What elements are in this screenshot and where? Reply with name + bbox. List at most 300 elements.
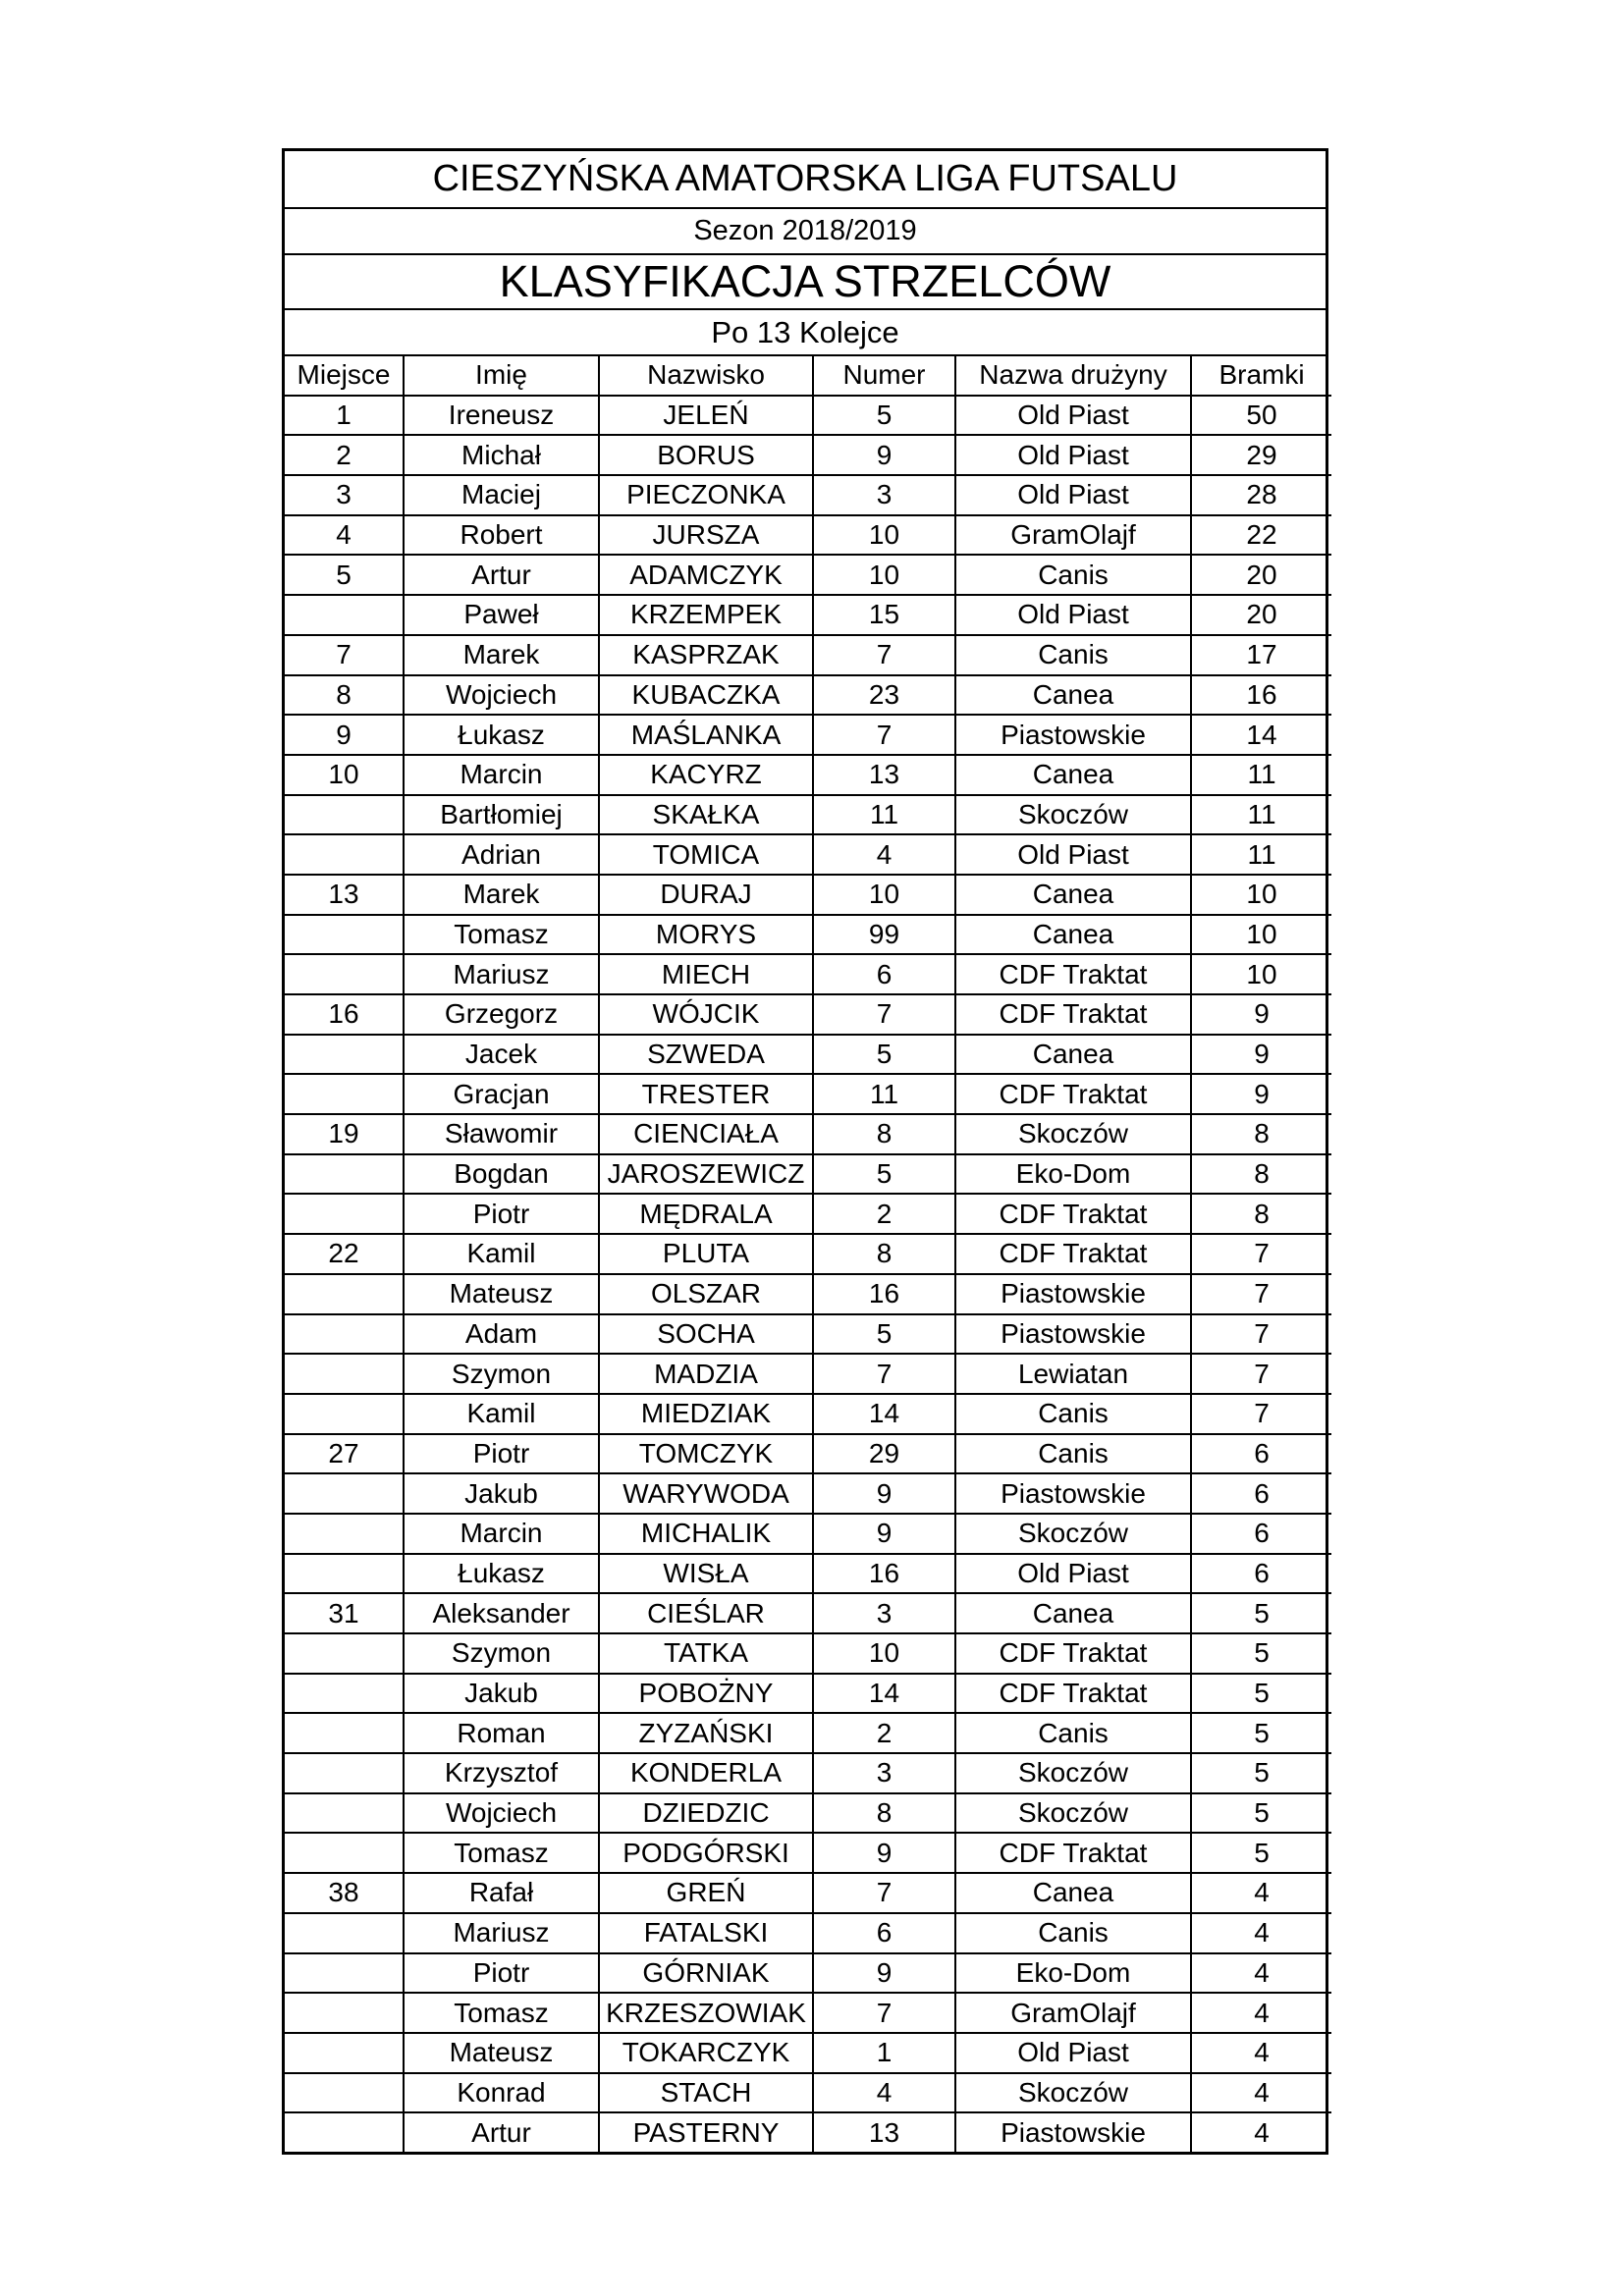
last-name-cell: PLUTA	[599, 1234, 813, 1274]
number-cell: 4	[813, 834, 955, 875]
place-cell	[285, 1074, 404, 1114]
number-cell: 7	[813, 635, 955, 675]
goals-cell: 5	[1191, 1753, 1331, 1793]
scorers-table	[285, 356, 1331, 2152]
place-cell	[285, 1394, 404, 1434]
first-name-cell: Jacek	[404, 1035, 599, 1075]
team-cell: Canis	[955, 1434, 1191, 1474]
first-name-cell: Tomasz	[404, 915, 599, 955]
team-cell: Canea	[955, 1035, 1191, 1075]
goals-cell: 11	[1191, 795, 1331, 835]
number-cell: 13	[813, 2112, 955, 2152]
last-name-cell: SOCHA	[599, 1314, 813, 1355]
team-cell: CDF Traktat	[955, 1633, 1191, 1674]
last-name-cell: TOMCZYK	[599, 1434, 813, 1474]
number-cell: 8	[813, 1793, 955, 1834]
team-cell: Eko-Dom	[955, 1154, 1191, 1195]
table-row	[285, 1793, 1331, 1834]
place-cell	[285, 1674, 404, 1714]
team-cell: Canis	[955, 1913, 1191, 1953]
place-cell: 38	[285, 1873, 404, 1913]
table-row	[285, 1753, 1331, 1793]
table-row	[285, 715, 1331, 755]
team-cell: Piastowskie	[955, 715, 1191, 755]
number-cell: 5	[813, 1314, 955, 1355]
number-cell: 14	[813, 1674, 955, 1714]
number-cell: 8	[813, 1234, 955, 1274]
last-name-cell: BORUS	[599, 435, 813, 475]
goals-cell: 29	[1191, 435, 1331, 475]
goals-cell: 10	[1191, 875, 1331, 915]
number-cell: 6	[813, 1913, 955, 1953]
number-cell: 14	[813, 1394, 955, 1434]
goals-cell: 28	[1191, 475, 1331, 515]
table-row	[285, 475, 1331, 515]
first-name-cell: Artur	[404, 555, 599, 595]
first-name-cell: Łukasz	[404, 1554, 599, 1594]
place-cell	[285, 1833, 404, 1873]
last-name-cell: TOKARCZYK	[599, 2033, 813, 2073]
goals-cell: 6	[1191, 1554, 1331, 1594]
number-cell: 10	[813, 515, 955, 556]
last-name-cell: MORYS	[599, 915, 813, 955]
last-name-cell: PASTERNY	[599, 2112, 813, 2152]
table-row	[285, 1314, 1331, 1355]
team-cell: Canea	[955, 915, 1191, 955]
goals-cell: 5	[1191, 1793, 1331, 1834]
last-name-cell: POBOŻNY	[599, 1674, 813, 1714]
table-row	[285, 396, 1331, 436]
place-cell	[285, 1554, 404, 1594]
last-name-cell: KONDERLA	[599, 1753, 813, 1793]
last-name-cell: KRZESZOWIAK	[599, 1993, 813, 2033]
team-cell: Eko-Dom	[955, 1953, 1191, 1994]
number-cell: 7	[813, 994, 955, 1035]
team-cell: GramOlajf	[955, 515, 1191, 556]
place-cell: 13	[285, 875, 404, 915]
first-name-cell: Piotr	[404, 1194, 599, 1234]
first-name-cell: Ireneusz	[404, 396, 599, 436]
table-row	[285, 1674, 1331, 1714]
last-name-cell: TOMICA	[599, 834, 813, 875]
number-cell: 5	[813, 1035, 955, 1075]
first-name-cell: Adrian	[404, 834, 599, 875]
place-cell	[285, 795, 404, 835]
number-cell: 9	[813, 1833, 955, 1873]
table-row	[285, 1833, 1331, 1873]
table-row	[285, 435, 1331, 475]
table-row	[285, 515, 1331, 556]
goals-cell: 8	[1191, 1114, 1331, 1154]
first-name-cell: Wojciech	[404, 1793, 599, 1834]
number-cell: 9	[813, 1473, 955, 1514]
place-cell	[285, 1793, 404, 1834]
first-name-cell: Szymon	[404, 1633, 599, 1674]
last-name-cell: WÓJCIK	[599, 994, 813, 1035]
table-row	[285, 1074, 1331, 1114]
table-row	[285, 1234, 1331, 1274]
place-cell: 1	[285, 396, 404, 436]
goals-cell: 5	[1191, 1593, 1331, 1633]
first-name-cell: Jakub	[404, 1674, 599, 1714]
first-name-cell: Paweł	[404, 595, 599, 635]
table-row	[285, 755, 1331, 795]
table-row	[285, 1434, 1331, 1474]
place-cell	[285, 1953, 404, 1994]
first-name-cell: Piotr	[404, 1434, 599, 1474]
table-row	[285, 1394, 1331, 1434]
table-row	[285, 1713, 1331, 1753]
first-name-cell: Tomasz	[404, 1993, 599, 2033]
place-cell: 7	[285, 635, 404, 675]
goals-cell: 5	[1191, 1633, 1331, 1674]
number-cell: 16	[813, 1274, 955, 1314]
table-row	[285, 1035, 1331, 1075]
place-cell: 4	[285, 515, 404, 556]
number-cell: 13	[813, 755, 955, 795]
table-row	[285, 1593, 1331, 1633]
goals-cell: 11	[1191, 834, 1331, 875]
last-name-cell: ZYZAŃSKI	[599, 1713, 813, 1753]
goals-cell: 4	[1254, 2116, 1270, 2148]
last-name-cell: KACYRZ	[599, 755, 813, 795]
table-row	[285, 954, 1331, 994]
first-name-cell: Michał	[404, 435, 599, 475]
goals-cell: 6	[1191, 1514, 1331, 1554]
number-cell: 1	[813, 2033, 955, 2073]
table-row	[285, 1274, 1331, 1314]
goals-cell: 14	[1191, 715, 1331, 755]
goals-cell: 4	[1191, 1953, 1331, 1994]
last-name-cell: FATALSKI	[599, 1913, 813, 1953]
col-header-first-name: Imię	[404, 356, 599, 396]
col-header-team: Nazwa drużyny	[955, 356, 1191, 396]
goals-cell: 11	[1191, 755, 1331, 795]
number-cell: 3	[813, 1593, 955, 1633]
last-name-cell: DZIEDZIC	[599, 1793, 813, 1834]
last-name-cell: GÓRNIAK	[599, 1953, 813, 1994]
goals-cell: 16	[1191, 675, 1331, 716]
goals-cell: 9	[1191, 994, 1331, 1035]
number-cell: 3	[813, 1753, 955, 1793]
table-row	[285, 1993, 1331, 2033]
number-cell: 9	[813, 1953, 955, 1994]
number-cell: 10	[813, 555, 955, 595]
last-name-cell: JELEŃ	[599, 396, 813, 436]
first-name-cell: Kamil	[404, 1234, 599, 1274]
goals-cell: 7	[1191, 1234, 1331, 1274]
table-body	[285, 396, 1331, 2152]
table-row	[285, 1554, 1331, 1594]
table-row	[285, 875, 1331, 915]
team-cell: CDF Traktat	[955, 1674, 1191, 1714]
goals-cell: 8	[1191, 1194, 1331, 1234]
first-name-cell: Wojciech	[404, 675, 599, 716]
place-cell	[285, 1194, 404, 1234]
last-name-cell: MIEDZIAK	[599, 1394, 813, 1434]
first-name-cell: Marcin	[404, 1514, 599, 1554]
first-name-cell: Mariusz	[404, 954, 599, 994]
place-cell	[285, 915, 404, 955]
number-cell: 5	[813, 396, 955, 436]
last-name-cell: KRZEMPEK	[599, 595, 813, 635]
goals-cell: 7	[1191, 1354, 1331, 1394]
last-name-cell: SZWEDA	[599, 1035, 813, 1075]
team-cell: Skoczów	[955, 1114, 1191, 1154]
table-row	[285, 1633, 1331, 1674]
scorers-sheet	[282, 148, 1328, 2155]
last-name-cell: KASPRZAK	[599, 635, 813, 675]
col-header-number: Numer	[813, 356, 955, 396]
place-cell	[285, 1473, 404, 1514]
first-name-cell: Bartłomiej	[404, 795, 599, 835]
last-name-cell: ADAMCZYK	[599, 555, 813, 595]
season-label: Sezon 2018/2019	[285, 209, 1326, 255]
table-header-row	[285, 356, 1331, 396]
goals-cell: 4	[1191, 1993, 1331, 2033]
team-cell: Old Piast	[955, 2033, 1191, 2073]
goals-cell: 10	[1191, 954, 1331, 994]
col-header-last-name: Nazwisko	[599, 356, 813, 396]
table-row	[285, 795, 1331, 835]
table-row	[285, 1473, 1331, 1514]
team-cell: Lewiatan	[955, 1354, 1191, 1394]
place-cell	[285, 1713, 404, 1753]
place-cell	[285, 954, 404, 994]
team-cell: Canis	[955, 635, 1191, 675]
last-name-cell: GREŃ	[599, 1873, 813, 1913]
number-cell: 9	[813, 435, 955, 475]
number-cell: 23	[813, 675, 955, 716]
first-name-cell: Kamil	[404, 1394, 599, 1434]
goals-cell: 9	[1191, 1074, 1331, 1114]
goals-cell: 5	[1191, 1674, 1331, 1714]
team-cell: Canea	[955, 675, 1191, 716]
place-cell	[285, 1274, 404, 1314]
number-cell: 11	[813, 795, 955, 835]
place-cell	[285, 1035, 404, 1075]
first-name-cell: Piotr	[404, 1953, 599, 1994]
goals-cell: 17	[1191, 635, 1331, 675]
number-cell: 16	[813, 1554, 955, 1594]
team-cell: Canea	[955, 1593, 1191, 1633]
goals-cell: 4	[1191, 1873, 1331, 1913]
round-label: Po 13 Kolejce	[285, 310, 1326, 356]
goals-cell: 20	[1191, 595, 1331, 635]
table-row	[285, 2112, 1331, 2152]
table-row	[285, 1873, 1331, 1913]
place-cell: 19	[285, 1114, 404, 1154]
place-cell: 22	[285, 1234, 404, 1274]
goals-cell: 7	[1191, 1274, 1331, 1314]
place-cell	[285, 1514, 404, 1554]
goals-cell: 9	[1191, 1035, 1331, 1075]
first-name-cell: Maciej	[404, 475, 599, 515]
goals-cell: 4	[1191, 2073, 1331, 2113]
table-row	[285, 555, 1331, 595]
team-cell: CDF Traktat	[955, 1833, 1191, 1873]
goals-cell: 8	[1191, 1154, 1331, 1195]
team-cell: Canea	[955, 755, 1191, 795]
number-cell: 7	[813, 1993, 955, 2033]
last-name-cell: MADZIA	[599, 1354, 813, 1394]
goals-cell: 10	[1191, 915, 1331, 955]
league-title: CIESZYŃSKA AMATORSKA LIGA FUTSALU	[285, 151, 1326, 209]
first-name-cell: Mariusz	[404, 1913, 599, 1953]
place-cell	[285, 1633, 404, 1674]
team-cell: Canea	[955, 1873, 1191, 1913]
table-row	[285, 834, 1331, 875]
team-cell: CDF Traktat	[955, 954, 1191, 994]
number-cell: 10	[813, 1633, 955, 1674]
team-cell: Piastowskie	[955, 1274, 1191, 1314]
goals-cell: 4	[1191, 2033, 1331, 2073]
last-name-cell: TATKA	[599, 1633, 813, 1674]
first-name-cell: Marcin	[404, 755, 599, 795]
number-cell: 2	[813, 1713, 955, 1753]
table-row	[285, 1114, 1331, 1154]
first-name-cell: Grzegorz	[404, 994, 599, 1035]
goals-cell: 5	[1191, 1833, 1331, 1873]
table-row	[285, 2033, 1331, 2073]
team-cell: Canis	[955, 1394, 1191, 1434]
table-row	[285, 1514, 1331, 1554]
last-name-cell: OLSZAR	[599, 1274, 813, 1314]
place-cell	[285, 2112, 404, 2152]
team-cell: Old Piast	[955, 435, 1191, 475]
last-name-cell: JAROSZEWICZ	[599, 1154, 813, 1195]
goals-cell: 7	[1191, 1394, 1331, 1434]
last-name-cell: MIECH	[599, 954, 813, 994]
table-row	[285, 635, 1331, 675]
number-cell: 9	[813, 1514, 955, 1554]
goals-cell: 20	[1191, 555, 1331, 595]
place-cell: 10	[285, 755, 404, 795]
team-cell: Piastowskie	[955, 1314, 1191, 1355]
last-name-cell: WISŁA	[599, 1554, 813, 1594]
place-cell	[285, 595, 404, 635]
place-cell: 27	[285, 1434, 404, 1474]
goals-cell: 6	[1191, 1473, 1331, 1514]
page-title: KLASYFIKACJA STRZELCÓW	[285, 255, 1326, 310]
place-cell: 5	[285, 555, 404, 595]
team-cell: Skoczów	[955, 1753, 1191, 1793]
number-cell: 7	[813, 1873, 955, 1913]
table-row	[285, 915, 1331, 955]
first-name-cell: Tomasz	[404, 1833, 599, 1873]
first-name-cell: Sławomir	[404, 1114, 599, 1154]
table-row	[285, 1953, 1331, 1994]
last-name-cell: KUBACZKA	[599, 675, 813, 716]
place-cell	[285, 1354, 404, 1394]
team-cell: Old Piast	[955, 1554, 1191, 1594]
team-cell: CDF Traktat	[955, 1074, 1191, 1114]
last-name-cell: STACH	[599, 2073, 813, 2113]
last-name-cell: MAŚLANKA	[599, 715, 813, 755]
team-cell: Canis	[955, 555, 1191, 595]
number-cell: 29	[813, 1434, 955, 1474]
last-name-cell: PODGÓRSKI	[599, 1833, 813, 1873]
first-name-cell: Aleksander	[404, 1593, 599, 1633]
goals-cell: 22	[1191, 515, 1331, 556]
place-cell: 2	[285, 435, 404, 475]
first-name-cell: Krzysztof	[404, 1753, 599, 1793]
first-name-cell: Szymon	[404, 1354, 599, 1394]
place-cell	[285, 1753, 404, 1793]
goals-cell: 6	[1191, 1434, 1331, 1474]
place-cell	[285, 834, 404, 875]
number-cell: 11	[813, 1074, 955, 1114]
first-name-cell: Robert	[404, 515, 599, 556]
table-row	[285, 1354, 1331, 1394]
first-name-cell: Adam	[404, 1314, 599, 1355]
team-cell: Piastowskie	[955, 1473, 1191, 1514]
first-name-cell: Mateusz	[404, 1274, 599, 1314]
number-cell: 8	[813, 1114, 955, 1154]
number-cell: 7	[813, 1354, 955, 1394]
last-name-cell: SKAŁKA	[599, 795, 813, 835]
first-name-cell: Roman	[404, 1713, 599, 1753]
first-name-cell: Jakub	[404, 1473, 599, 1514]
place-cell	[285, 1913, 404, 1953]
first-name-cell: Gracjan	[404, 1074, 599, 1114]
goals-cell: 4	[1191, 1913, 1331, 1953]
place-cell	[285, 1314, 404, 1355]
number-cell: 4	[813, 2073, 955, 2113]
table-row	[285, 1913, 1331, 1953]
last-name-cell: TRESTER	[599, 1074, 813, 1114]
team-cell: Skoczów	[955, 2073, 1191, 2113]
team-cell: Skoczów	[955, 1793, 1191, 1834]
first-name-cell: Marek	[404, 875, 599, 915]
place-cell: 16	[285, 994, 404, 1035]
place-cell	[285, 2033, 404, 2073]
first-name-cell: Marek	[404, 635, 599, 675]
col-header-goals: Bramki	[1191, 356, 1331, 396]
table-row	[285, 1154, 1331, 1195]
team-cell: Old Piast	[955, 475, 1191, 515]
team-cell: Old Piast	[955, 834, 1191, 875]
team-cell: CDF Traktat	[955, 1194, 1191, 1234]
team-cell: Skoczów	[955, 795, 1191, 835]
last-name-cell: DURAJ	[599, 875, 813, 915]
first-name-cell: Łukasz	[404, 715, 599, 755]
team-cell: Canis	[955, 1713, 1191, 1753]
team-cell: GramOlajf	[955, 1993, 1191, 2033]
team-cell: CDF Traktat	[955, 994, 1191, 1035]
table-row	[285, 994, 1331, 1035]
table-row	[285, 1194, 1331, 1234]
number-cell: 3	[813, 475, 955, 515]
goals-cell: 5	[1191, 1713, 1331, 1753]
number-cell: 99	[813, 915, 955, 955]
team-cell: Piastowskie	[955, 2112, 1191, 2152]
number-cell: 2	[813, 1194, 955, 1234]
table-row	[285, 675, 1331, 716]
team-cell: Old Piast	[955, 595, 1191, 635]
team-cell: Skoczów	[955, 1514, 1191, 1554]
number-cell: 15	[813, 595, 955, 635]
last-name-cell: WARYWODA	[599, 1473, 813, 1514]
first-name-cell: Bogdan	[404, 1154, 599, 1195]
place-cell: 9	[285, 715, 404, 755]
first-name-cell: Artur	[404, 2112, 599, 2152]
number-cell: 7	[813, 715, 955, 755]
place-cell: 8	[285, 675, 404, 716]
first-name-cell: Mateusz	[404, 2033, 599, 2073]
team-cell: CDF Traktat	[955, 1234, 1191, 1274]
place-cell	[285, 1154, 404, 1195]
